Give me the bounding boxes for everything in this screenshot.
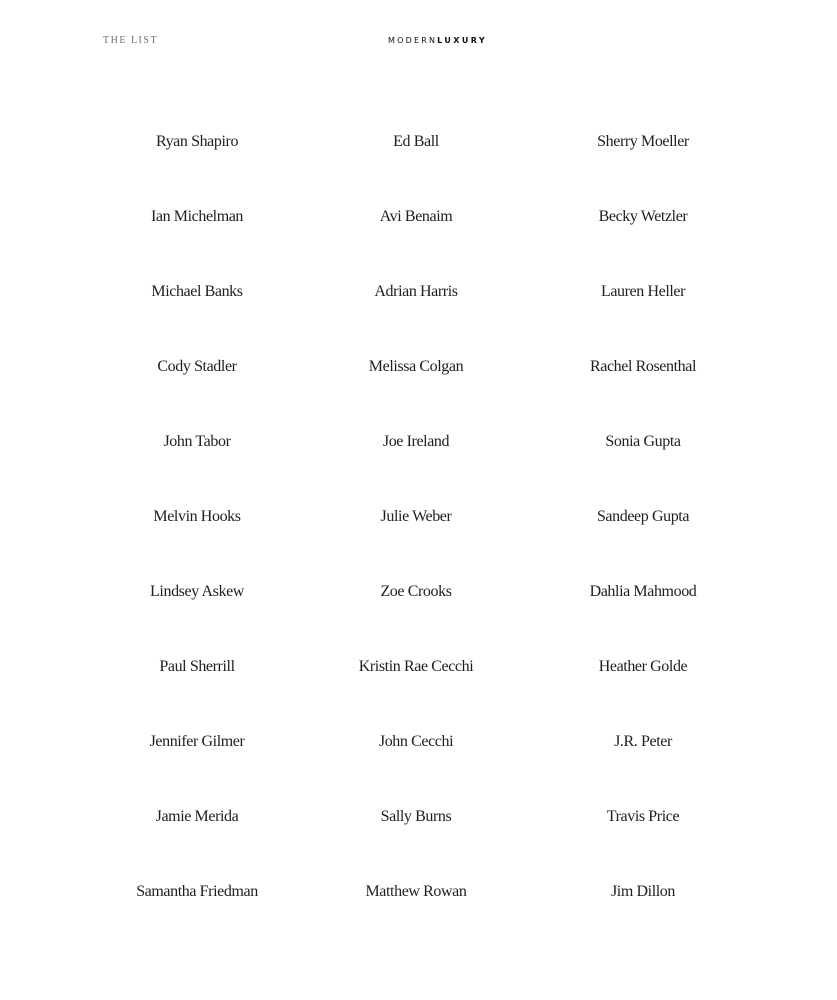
list-item: Sally Burns <box>380 808 452 825</box>
list-item: Travis Price <box>606 808 680 825</box>
section-label: THE LIST <box>103 35 159 46</box>
list-item: Lindsey Askew <box>150 583 244 600</box>
list-item: Cody Stadler <box>157 358 237 375</box>
list-item: Melissa Colgan <box>368 358 464 375</box>
list-item: Zoe Crooks <box>380 583 452 600</box>
list-item: Julie Weber <box>380 508 452 525</box>
list-item: Rachel Rosenthal <box>589 358 696 375</box>
list-item: Lauren Heller <box>600 283 686 300</box>
list-item: John Cecchi <box>378 733 454 750</box>
list-item: J.R. Peter <box>614 733 672 750</box>
list-item: Jennifer Gilmer <box>149 733 245 750</box>
list-item: Sonia Gupta <box>605 433 681 450</box>
list-item: Matthew Rowan <box>365 883 467 900</box>
list-item: Sandeep Gupta <box>596 508 690 525</box>
list-item: Paul Sherrill <box>159 658 235 675</box>
list-item: Jim Dillon <box>610 883 675 900</box>
list-item: Joe Ireland <box>382 433 450 450</box>
list-item: Melvin Hooks <box>153 508 241 525</box>
list-item: Michael Banks <box>151 283 243 300</box>
list-item: Avi Benaim <box>379 208 453 225</box>
list-item: Adrian Harris <box>374 283 458 300</box>
list-item: Sherry Moeller <box>597 133 689 150</box>
list-item: Dahlia Mahmood <box>589 583 697 600</box>
list-item: Samantha Friedman <box>136 883 258 900</box>
list-item: Heather Golde <box>598 658 688 675</box>
brand-logo-light: MODERN <box>388 36 438 45</box>
list-item: Ian Michelman <box>150 208 244 225</box>
list-item: John Tabor <box>163 433 231 450</box>
brand-logo-bold: LUXURY <box>437 36 488 45</box>
list-item: Ryan Shapiro <box>155 133 239 150</box>
list-item: Kristin Rae Cecchi <box>358 658 474 675</box>
list-item: Jamie Merida <box>155 808 239 825</box>
names-column-2 <box>286 130 546 955</box>
names-column-3 <box>513 130 773 955</box>
list-item: Ed Ball <box>393 133 439 150</box>
list-item: Becky Wetzler <box>598 208 688 225</box>
